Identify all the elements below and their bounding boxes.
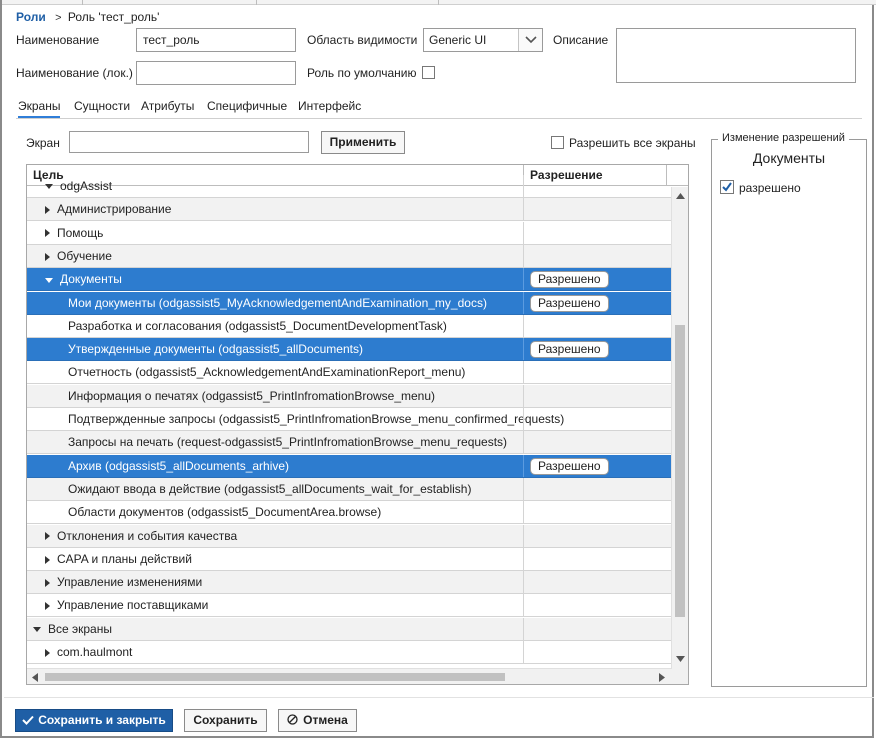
vertical-scrollbar[interactable]	[671, 187, 688, 668]
target-label: Мои документы (odgassist5_MyAcknowledgementAndExamination_my_docs)	[68, 295, 487, 310]
table-row[interactable]	[27, 338, 672, 361]
table-row[interactable]	[27, 408, 672, 431]
target-cell	[27, 268, 523, 290]
chevron-down-icon[interactable]	[518, 29, 542, 51]
table-row[interactable]	[27, 455, 672, 478]
target-cell	[27, 594, 523, 616]
permission-badge: Разрешено	[530, 341, 609, 358]
table-row[interactable]	[27, 571, 672, 594]
target-label: Ожидают ввода в действие (odgassist5_allDocuments_wait_for_establish)	[68, 481, 472, 496]
breadcrumb-roles-link[interactable]: Роли	[16, 10, 46, 24]
description-label: Описание	[553, 33, 609, 47]
permission-cell	[523, 175, 672, 197]
description-field[interactable]	[616, 28, 856, 83]
permission-badge: Разрешено	[530, 295, 609, 312]
breadcrumb-current: Роль 'тест_роль'	[67, 10, 160, 24]
target-cell	[27, 315, 523, 337]
expand-right-icon[interactable]	[45, 556, 50, 564]
target-cell	[27, 385, 523, 407]
target-cell	[27, 175, 523, 197]
table-row[interactable]	[27, 292, 672, 315]
permission-cell	[523, 315, 672, 337]
permission-cell	[523, 408, 672, 430]
target-cell	[27, 618, 523, 640]
target-label: odgAssist	[60, 179, 113, 193]
permission-panel-title: Документы	[752, 150, 826, 166]
expand-down-icon[interactable]	[45, 184, 53, 189]
table-body	[27, 179, 672, 668]
tab-attributes-label: Атрибуты	[141, 99, 195, 113]
scroll-up-icon[interactable]	[676, 193, 685, 199]
expand-down-icon[interactable]	[33, 627, 41, 632]
expand-right-icon[interactable]	[45, 579, 50, 587]
permission-panel-legend: Изменение разрешений	[718, 132, 849, 144]
table-row[interactable]	[27, 618, 672, 641]
target-cell	[27, 548, 523, 570]
permission-cell	[523, 501, 672, 523]
target-label: Все экраны	[48, 621, 112, 636]
target-cell	[27, 245, 523, 267]
column-header-target[interactable]: Цель	[33, 168, 64, 182]
localized-name-label: Наименование (лок.)	[16, 66, 133, 80]
checkmark-icon	[721, 181, 733, 193]
target-label: Администрирование	[57, 202, 172, 217]
tab-attributes[interactable]	[141, 99, 194, 113]
breadcrumb	[16, 10, 159, 24]
permission-cell	[523, 222, 672, 244]
table-row[interactable]	[27, 478, 672, 501]
expand-right-icon[interactable]	[45, 229, 50, 237]
permission-cell	[523, 455, 672, 477]
expand-right-icon[interactable]	[45, 206, 50, 214]
target-label: Управление изменениями	[57, 575, 203, 590]
scroll-left-icon[interactable]	[32, 673, 38, 682]
tab-screens-label: Экраны	[18, 99, 61, 113]
permission-cell	[523, 641, 672, 663]
table-row[interactable]	[27, 361, 672, 384]
screen-filter-label: Экран	[26, 136, 60, 150]
target-cell	[27, 338, 523, 360]
table-row[interactable]	[27, 525, 672, 548]
permission-badge: Разрешено	[530, 458, 609, 475]
permission-cell	[523, 338, 672, 360]
table-row[interactable]	[27, 594, 672, 617]
allow-all-screens-checkbox[interactable]	[551, 136, 564, 149]
target-cell	[27, 292, 523, 314]
breadcrumb-separator: >	[55, 12, 62, 24]
target-label: Обучение	[57, 248, 112, 263]
target-label: Утвержденные документы (odgassist5_allDocuments)	[68, 342, 363, 357]
name-field[interactable]: тест_роль	[136, 28, 296, 52]
permission-cell	[523, 245, 672, 267]
tab-interface[interactable]	[298, 99, 361, 113]
default-role-label: Роль по умолчанию	[307, 66, 417, 80]
table-row[interactable]	[27, 175, 672, 198]
target-label: CAPA и планы действий	[57, 551, 192, 566]
tabs-bar	[16, 99, 862, 119]
tab-specific-label: Специфичные	[207, 99, 288, 113]
target-label: Отчетность (odgassist5_AcknowledgementAndExaminationReport_menu)	[68, 365, 466, 380]
permission-cell	[523, 571, 672, 593]
table-row[interactable]	[27, 245, 672, 268]
allowed-label: разрешено	[739, 181, 801, 195]
tab-entities[interactable]	[74, 99, 130, 113]
target-label: Документы	[60, 272, 122, 287]
permission-cell	[523, 478, 672, 500]
allow-all-screens-label: Разрешить все экраны	[569, 136, 696, 150]
top-tab-strip	[2, 0, 876, 5]
target-label: Запросы на печать (request-odgassist5_PrintInfromationBrowse_menu_requests)	[68, 435, 508, 450]
scroll-corner	[672, 668, 688, 684]
tab-entities-label: Сущности	[74, 99, 131, 113]
target-cell	[27, 455, 523, 477]
target-label: Отклонения и события качества	[57, 528, 238, 543]
cancel-button[interactable]	[278, 709, 357, 732]
allowed-checkbox[interactable]	[720, 180, 734, 194]
expand-right-icon[interactable]	[45, 649, 50, 657]
scroll-down-icon[interactable]	[676, 656, 685, 662]
permission-cell	[523, 385, 672, 407]
target-label: Архив (odgassist5_allDocuments_arhive)	[68, 458, 290, 473]
cancel-icon	[287, 714, 298, 725]
expand-right-icon[interactable]	[45, 253, 50, 261]
screens-tree-table	[26, 164, 689, 685]
permission-cell	[523, 548, 672, 570]
column-header-permission[interactable]: Разрешение	[523, 165, 666, 186]
target-cell	[27, 641, 523, 663]
target-cell	[27, 478, 523, 500]
permission-cell	[523, 594, 672, 616]
tab-interface-label: Интерфейс	[298, 99, 362, 113]
tab-active-indicator	[18, 116, 60, 118]
permission-cell	[523, 268, 672, 290]
permission-badge: Разрешено	[530, 271, 609, 288]
scope-select-value: Generic UI	[429, 33, 487, 47]
expand-right-icon[interactable]	[45, 532, 50, 540]
permission-cell	[523, 525, 672, 547]
apply-button[interactable]: Применить	[321, 131, 405, 154]
permission-cell	[523, 198, 672, 220]
tab-specific[interactable]	[207, 99, 287, 113]
target-label: Области документов (odgassist5_DocumentArea.browse)	[68, 505, 382, 520]
target-cell	[27, 525, 523, 547]
cancel-label: Отмена	[303, 713, 348, 727]
footer-divider	[4, 697, 874, 698]
save-and-close-button[interactable]	[15, 709, 173, 732]
check-icon	[22, 715, 34, 725]
scope-label: Область видимости	[307, 33, 418, 47]
permission-cell	[523, 292, 672, 314]
scope-select[interactable]	[423, 28, 543, 52]
target-label: Подтвержденные запросы (odgassist5_PrintInfromationBrowse_menu_confirmed_requests)	[68, 412, 565, 426]
save-and-close-label: Сохранить и закрыть	[38, 713, 166, 727]
target-label: Помощь	[57, 225, 104, 240]
default-role-checkbox[interactable]	[422, 66, 435, 79]
table-row[interactable]	[27, 315, 672, 338]
expand-down-icon[interactable]	[45, 278, 53, 283]
horizontal-scrollbar[interactable]	[27, 668, 672, 684]
permission-cell	[523, 618, 672, 640]
permission-change-panel	[711, 139, 867, 687]
table-row[interactable]	[27, 385, 672, 408]
permission-cell	[523, 361, 672, 383]
target-cell	[27, 571, 523, 593]
expand-right-icon[interactable]	[45, 602, 50, 610]
target-cell	[27, 222, 523, 244]
target-cell	[27, 361, 523, 383]
scroll-right-icon[interactable]	[659, 673, 665, 682]
target-cell	[27, 198, 523, 220]
table-row[interactable]	[27, 198, 672, 221]
save-button[interactable]: Сохранить	[184, 709, 267, 732]
table-row[interactable]	[27, 222, 672, 245]
target-label: com.haulmont	[57, 645, 133, 659]
target-cell	[27, 408, 565, 430]
target-cell	[27, 501, 523, 523]
table-row[interactable]	[27, 501, 672, 524]
target-label: Информация о печатях (odgassist5_PrintInfromationBrowse_menu)	[68, 388, 436, 403]
permission-cell	[523, 431, 672, 453]
table-row[interactable]	[27, 268, 672, 291]
localized-name-field[interactable]	[136, 61, 296, 85]
target-cell	[27, 431, 523, 453]
name-label: Наименование	[16, 33, 100, 47]
target-label: Управление поставщиками	[57, 598, 209, 613]
screen-filter-input[interactable]	[69, 131, 309, 153]
table-row[interactable]	[27, 431, 672, 454]
table-row[interactable]	[27, 641, 672, 664]
vertical-scroll-thumb[interactable]	[675, 325, 685, 617]
tab-screens[interactable]	[18, 99, 60, 113]
table-row[interactable]	[27, 548, 672, 571]
target-label: Разработка и согласования (odgassist5_DocumentDevelopmentTask)	[68, 318, 447, 333]
horizontal-scroll-thumb[interactable]	[45, 673, 505, 681]
